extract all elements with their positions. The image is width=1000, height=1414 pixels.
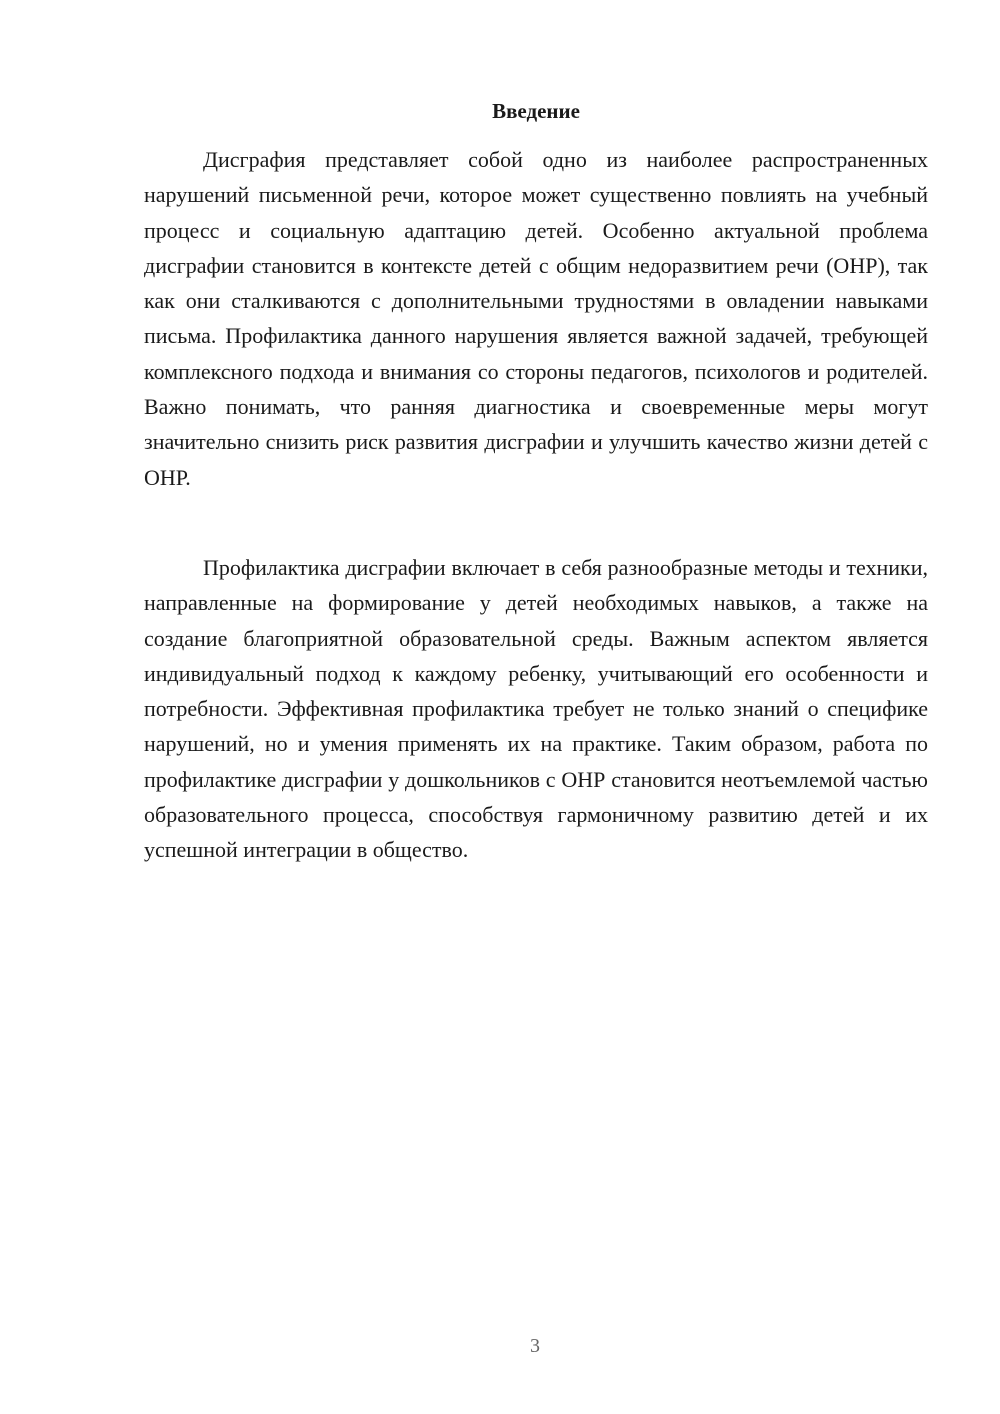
paragraph-introduction: Дисграфия представляет собой одно из наиболее распространенных нарушений письменной речи, которое может существенно повлиять на учебный процесс и социальную адаптацию детей. Особенно актуальной проблема дисграфии становится в контексте детей с общим недоразвитием речи (ОНР), так как они сталкиваются с дополнительными трудностями в овладении навыками письма. Профилактика данного нарушения является важной задачей, требующей комплексного подхода и внимания со стороны педагогов, психологов и родителей. Важно понимать, что ранняя диагностика и своевременные меры могут значительно снизить риск развития дисграфии и улучшить качество жизни детей с ОНР. — [144, 147, 928, 490]
paragraph-prevention: Профилактика дисграфии включает в себя разнообразные методы и техники, направленные на формирование у детей необходимых навыков, а также на создание благоприятной образовательной среды. Важным аспектом является индивидуальный подход к каждому ребенку, учитывающий его особенности и потребности. Эффективная профилактика требует не только знаний о специфике нарушений, но и умения применять их на практике. Таким образом, работа по профилактике дисграфии у дошкольников с ОНР становится неотъемлемой частью образовательного процесса, способствуя гармоничному развитию детей и их успешной интеграции в общество. — [144, 555, 928, 863]
page-number: 3 — [530, 1335, 540, 1357]
section-heading: Введение — [492, 99, 580, 123]
